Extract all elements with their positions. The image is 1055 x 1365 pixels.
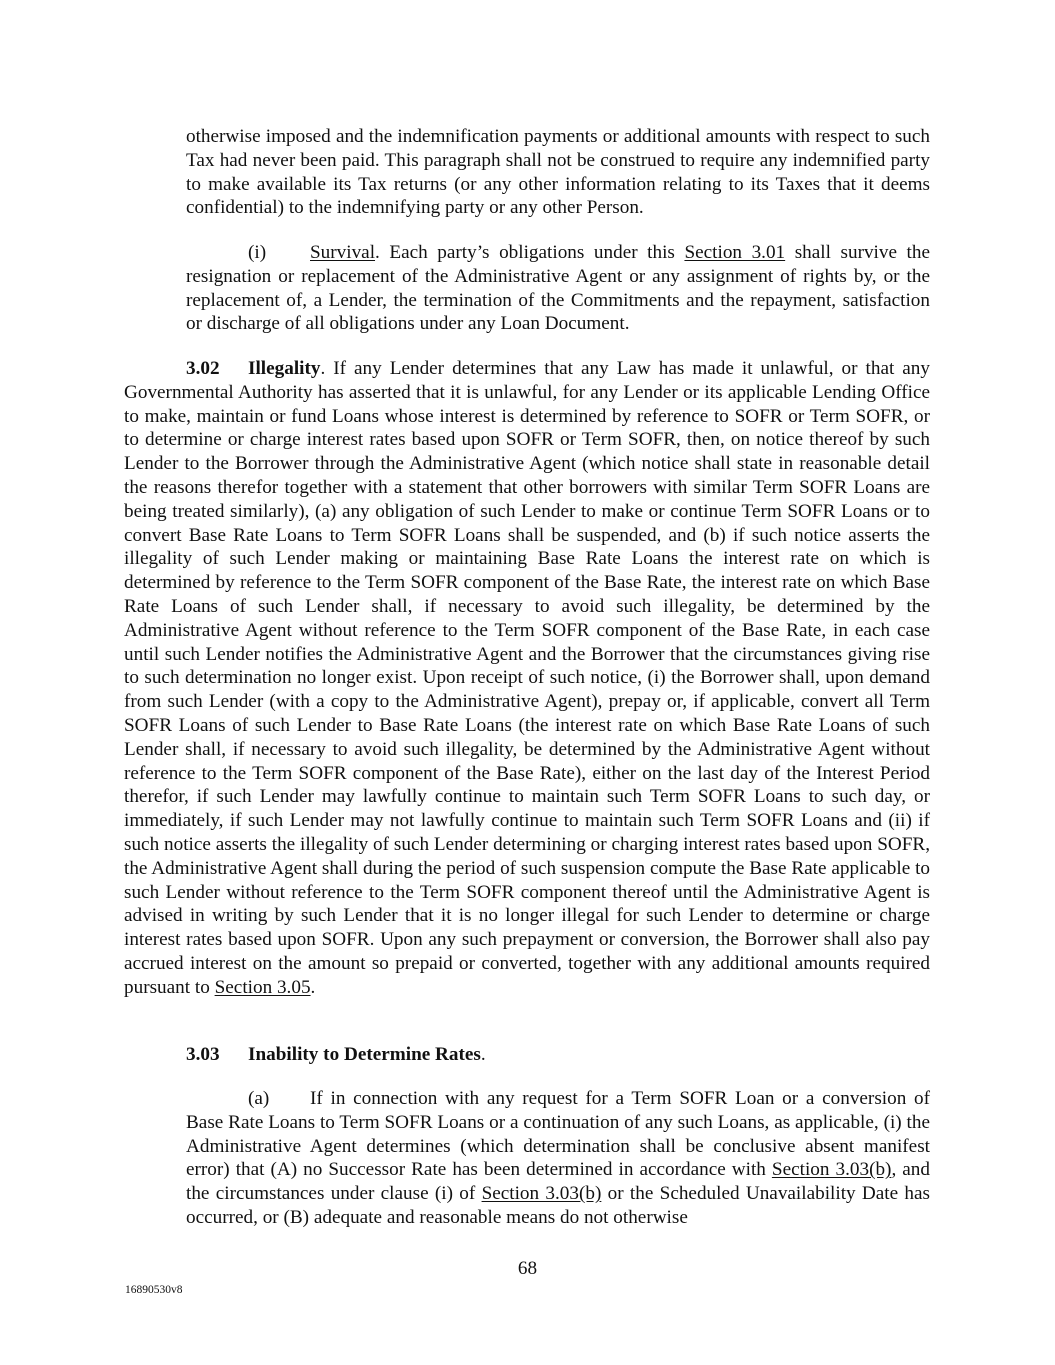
paragraph-subsection-a [186,1087,930,1230]
clause-heading: Survival [310,242,376,263]
section-heading-tail: . [480,1044,486,1065]
clause-text: If in connection with any request for a Term SOFR Loan or a conversion of Base Rate Loans to Term SOFR Loans or a continuation of any such Loans, as applicable, (i) the Administrative Agent determines (which determination shall be conclusive absent manifest error) that (A) no Successor Rate has been determined in accordance with [186,1088,930,1181]
paragraph-continuation [186,125,930,220]
paragraph-survival [186,241,930,336]
section-heading: Inability to Determine Rates [248,1044,481,1065]
paragraph-text: otherwise imposed and the indemnification payments or additional amounts with respect to such Tax had never been paid. This paragraph shall not be construed to require any indemnified party to make available its Tax returns (or any other information relating to its Taxes that it deems confidential) to the indemnifying party or any other Person. [186,126,930,219]
clause-text: . Each party’s obligations under this [375,242,685,263]
section-reference: Section 3.05 [214,976,311,998]
section-reference: Section 3.03(b) [481,1183,602,1205]
document-id: 16890530v8 [125,1284,183,1296]
clause-text: , and the circumstances under clause (i) of [186,1159,930,1205]
section-number: 3.03 [186,1044,220,1065]
clause-text: shall survive the resignation or replacement of the Administrative Agent or any assignment of rights by, or the replacement of, a Lender, the termination of the Commitments and the repayment, satisfaction or discharge of all obligations under any Loan Document. [186,242,930,335]
section-text: . If any Lender determines that any Law has made it unlawful, or that any Governmental Authority has asserted that it is unlawful, for any Lender or its applicable Lending Office to make, maintain or fund Loans whose interest is determined by reference to SOFR or Term SOFR, or to determine or charge interest rates based upon SOFR or Term SOFR, then, on notice thereof by such Lender to the Borrower through the Administrative Agent (which notice shall state in reasonable detail the reasons therefor together with a statement that other borrowers with similar Term SOFR Loans are being treated similarly), (a) any obligation of such Lender to make or continue Term SOFR Loans or to convert Base Rate Loans to Term SOFR Loans shall be suspended, and (b) if such notice asserts the illegality of such Lender making or maintaining Base Rate Loans the interest rate on which is determined by reference to the Term SOFR component of the Base Rate, the interest rate on which Base Rate Loans of such Lender shall, if necessary to avoid such illegality, be determined by the Administrative Agent without reference to the Term SOFR component of the Base Rate, in each case until such Lender notifies the Administrative Agent and the Borrower that the circumstances giving rise to such determination no longer exist. Upon receipt of such notice, (i) the Borrower shall, upon demand from such Lender (with a copy to the Administrative Agent), prepay or, if applicable, convert all Term SOFR Loans of such Lender to Base Rate Loans (the interest rate on which Base Rate Loans of such Lender shall, if necessary to avoid such illegality, be determined by the Administrative Agent without reference to the Term SOFR component of the Base Rate), either on the last day of the Interest Period therefor, if such Lender may lawfully continue to maintain such Term SOFR Loans to such day, or immediately, if such Lender may not lawfully continue to maintain such Term SOFR Loans and (ii) if such notice asserts the illegality of such Lender determining or charging interest rates based upon SOFR, the Administrative Agent shall during the period of such suspension compute the Base Rate applicable to such Lender without reference to the Term SOFR component thereof until the Administrative Agent is advised in writing by such Lender that it is no longer illegal for such Lender to determine or charge interest rates based upon SOFR. Upon any such prepayment or conversion, the Borrower shall also pay accrued interest on the amount so prepaid or converted, together with any additional amounts required pursuant to [124,358,930,998]
section-inability-heading [124,1043,930,1067]
clause-text: or the Scheduled Unavailability Date has occurred, or (B) adequate and reasonable means do not otherwise [186,1183,930,1228]
section-reference: Section 3.03(b) [771,1159,892,1181]
section-text: . [310,976,316,998]
section-number: 3.02 [186,358,220,379]
section-illegality [124,357,930,1000]
page-number: 68 [517,1258,538,1279]
clause-marker: (i) [248,242,267,263]
clause-marker: (a) [248,1088,270,1109]
section-heading: Illegality [248,358,321,379]
section-reference: Section 3.01 [684,242,786,263]
